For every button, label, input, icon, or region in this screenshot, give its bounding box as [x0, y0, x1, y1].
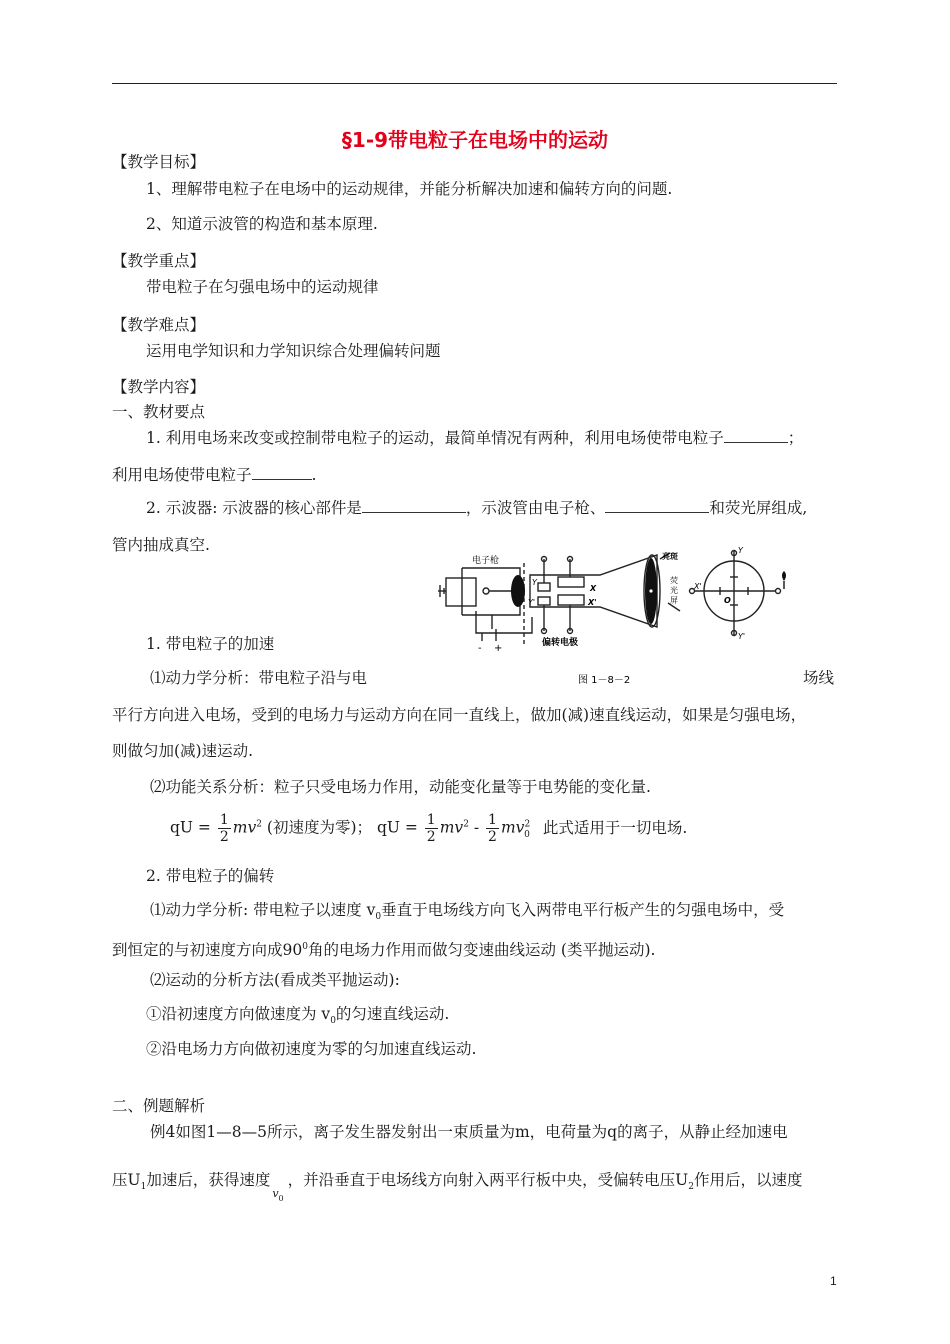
deflection-2: ⑵运动的分析方法(看成类平抛运动):: [150, 971, 400, 989]
u2-subscript: 2: [688, 1182, 694, 1193]
accel-1d: 则做匀加(减)速运动.: [112, 742, 254, 760]
energy-formula: [170, 812, 687, 845]
deflection-1a: ⑴动力学分析: 带电粒子以速度 v: [150, 901, 376, 919]
fraction-num: 1: [488, 812, 497, 828]
deflection-4: ②沿电场力方向做初速度为零的匀加速直线运动.: [146, 1040, 477, 1058]
goal-item-1: 1、理解带电粒子在电场中的运动规律，并能分析解决加速和偏转方向的问题.: [146, 180, 673, 198]
example-p2b: 加速后，获得速度: [146, 1171, 271, 1189]
fraction-half: [425, 812, 438, 845]
formula-note-2: 此式适用于一切电场.: [542, 818, 688, 837]
paragraph-2a-end: 和荧光屏组成,: [709, 499, 808, 517]
accel-1b: 场线: [803, 669, 835, 687]
label-y-prime-plate: Y': [528, 598, 536, 607]
v0-subscript: 0: [375, 912, 382, 923]
paragraph-2b: 管内抽成真空.: [112, 536, 210, 554]
accel-heading: 1. 带电粒子的加速: [146, 635, 275, 653]
deflection-1d: 角的电场力作用而做匀变速曲线运动 (类平抛运动).: [307, 941, 656, 960]
deflection-1b: 垂直于电场线方向飞入两带电平行板产生的匀强电场中，受: [381, 901, 785, 919]
paragraph-1a-end: ；: [787, 429, 804, 447]
fill-blank: [252, 465, 312, 480]
v-symbol: v: [272, 1187, 279, 1200]
exponent: 2: [524, 819, 531, 830]
fraction-den: 2: [219, 829, 229, 845]
accel-1a: ⑴动力学分析：带电粒子沿与电: [150, 669, 368, 687]
key-header: 【教学重点】: [112, 252, 206, 270]
label-y-plate: Y: [532, 578, 537, 587]
oscilloscope-diagram: [432, 545, 798, 687]
label-screen-2: 光: [670, 586, 678, 595]
deflection-1-cont: [112, 937, 655, 960]
minus-sign: -: [473, 818, 480, 837]
paragraph-2a: [146, 498, 807, 518]
goals-header: 【教学目标】: [112, 153, 206, 171]
fill-blank: [362, 498, 466, 513]
deflection-1: [150, 900, 784, 927]
label-x-plate: X: [590, 584, 597, 593]
v0-subscript: 0: [330, 1016, 336, 1027]
difficulty-header: 【教学难点】: [112, 316, 206, 334]
example-p2a: 压U: [112, 1171, 141, 1189]
formula-lhs-2: qU =: [376, 818, 418, 837]
paragraph-1b: [112, 465, 316, 485]
label-screen-1: 荧: [670, 576, 678, 585]
difficulty-text: 运用电学知识和力学知识综合处理偏转问题: [146, 342, 441, 360]
key-text: 带电粒子在匀强电场中的运动规律: [146, 278, 379, 296]
example-p2d: 作用后，以速度: [693, 1171, 803, 1189]
fraction-num: 1: [426, 812, 436, 828]
example-p2c: ，并沿垂直于电场线方向射入两平行板中央，受偏转电压U: [287, 1171, 689, 1189]
paragraph-2a-mid: ，示波管由电子枪、: [465, 499, 606, 517]
header-rule: [112, 83, 837, 84]
u1-subscript: 1: [140, 1182, 147, 1193]
paragraph-1b-end: .: [311, 466, 317, 484]
figure-caption: 图 1－8－2: [578, 675, 631, 686]
paragraph-1a: [146, 428, 803, 448]
formula-lhs-1: qU =: [170, 818, 211, 837]
label-plates: 偏转电极: [542, 638, 579, 648]
label-y-prime-screen: Y': [738, 632, 746, 641]
accel-2: ⑵功能关系分析：粒子只受电场力作用，动能变化量等于电势能的变化量.: [150, 778, 651, 796]
label-origin: O: [724, 596, 731, 605]
example-4-line-1: 例4如图1—8—5所示，离子发生器发射出一束质量为m，电荷量为q的离子，从静止经加速电: [150, 1123, 788, 1141]
goal-item-2: 2、知道示波管的构造和基本原理.: [146, 215, 378, 233]
fraction-half: [486, 812, 499, 845]
exponent: 2: [463, 819, 469, 830]
deflection-3a: ①沿初速度方向做速度为 v: [146, 1005, 331, 1023]
mv-term: mv: [232, 818, 257, 837]
subscript-zero: 0: [524, 829, 530, 840]
deflection-1c: 到恒定的与初速度方向成90: [112, 941, 303, 960]
fill-blank: [724, 428, 788, 443]
deflection-3: [146, 1004, 449, 1031]
exponent: 2: [256, 819, 262, 830]
section-2-heading: 二、例题解析: [112, 1097, 206, 1115]
fraction-half: [218, 812, 231, 845]
fill-blank: [605, 498, 709, 513]
page-title: §1-9带电粒子在电场中的运动: [341, 128, 609, 152]
section-1-heading: 一、教材要点: [112, 403, 206, 421]
label-gun: 电子枪: [472, 556, 500, 566]
mv-term: mv: [439, 818, 464, 837]
label-x-prime-plate: X': [588, 598, 597, 607]
paragraph-1a-text: 1. 利用电场来改变或控制带电粒子的运动，最简单情况有两种，利用电场使带电粒子: [146, 429, 724, 447]
formula-note-1: (初速度为零)；: [266, 818, 373, 837]
label-y-screen: Y: [738, 546, 743, 555]
label-minus: -: [478, 643, 482, 654]
label-screen-3: 屏: [670, 596, 678, 605]
degree-superscript: 0: [302, 942, 308, 952]
label-spot: 亮斑: [662, 552, 678, 561]
v0-subscript: 0: [278, 1194, 284, 1203]
paragraph-2a-text: 2. 示波器: 示波器的核心部件是: [146, 499, 362, 517]
label-x-prime-screen: X': [694, 582, 702, 591]
fraction-den: 2: [426, 829, 436, 845]
paragraph-1b-text: 利用电场使带电粒子: [112, 466, 252, 484]
page-number: 1: [830, 1274, 837, 1288]
fraction-num: 1: [219, 812, 229, 828]
fraction-den: 2: [488, 829, 497, 845]
deflection-3b: 的匀速直线运动.: [335, 1005, 450, 1023]
deflection-heading: 2. 带电粒子的偏转: [146, 867, 275, 885]
mv-term: mv: [500, 818, 525, 837]
content-header: 【教学内容】: [112, 378, 206, 396]
example-4-line-2: [112, 1170, 803, 1203]
label-plus: +: [494, 643, 503, 654]
accel-1c: 平行方向进入电场，受到的电场力与运动方向在同一直线上，做加(减)速直线运动，如果是匀强电场，: [112, 706, 807, 724]
